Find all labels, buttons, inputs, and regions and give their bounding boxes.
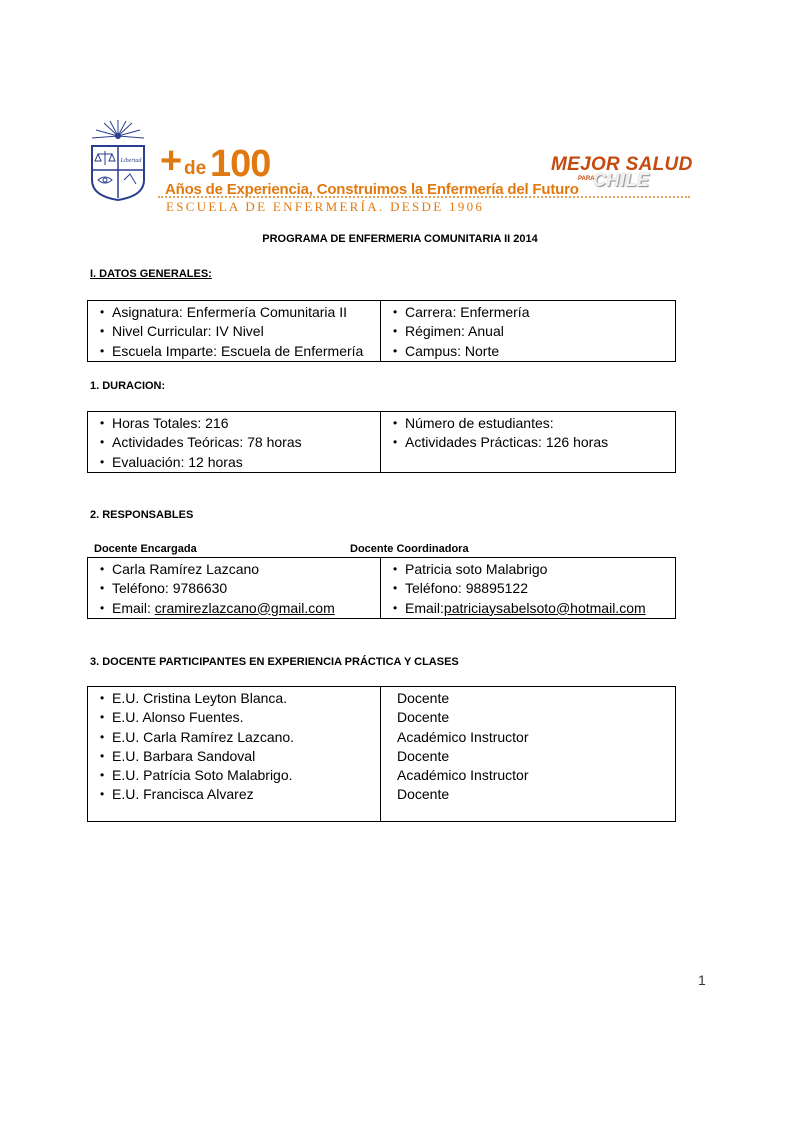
brand-logo-main: MEJOR SALUD [551,154,693,175]
brand-logo-country: CHILE [593,170,650,190]
responsables-left-cell [88,558,381,619]
section-heading-datos-generales: I. DATOS GENERALES: [90,268,212,280]
datos-generales-left-list [88,301,380,361]
list-item: • E.U. Carla Ramírez Lazcano. [100,728,380,747]
list-item: • Carla Ramírez Lazcano [100,560,380,579]
participantes-roles-list [381,687,675,805]
responsables-left-list [88,558,380,618]
list-item [100,599,380,618]
label-docente-coordinadora: Docente Coordinadora [350,543,469,555]
document-title: PROGRAMA DE ENFERMERIA COMUNITARIA II 2014 [262,233,538,245]
list-item: • E.U. Barbara Sandoval [100,747,380,766]
list-item: Docente [397,690,450,706]
list-item: • Teléfono: 9786630 [100,579,380,598]
email-label: Email: [112,599,155,616]
school-tagline: ESCUELA DE ENFERMERÍA. DESDE 1906 [166,199,485,214]
crest-motto: Libertad [120,158,142,164]
list-item: • Evaluación: 12 horas [100,453,380,472]
list-item: Docente [397,786,450,803]
participantes-names-list [88,687,380,805]
list-item: • Actividades Prácticas: 126 horas [393,433,675,452]
list-item: • Régimen: Anual [393,322,675,341]
responsables-right-list [381,558,675,618]
list-item: Académico Instructor [397,767,529,784]
page-number: 1 [698,972,706,988]
datos-generales-left-cell [88,301,381,362]
list-item: • Nivel Curricular: IV Nivel [100,322,380,341]
banner-hundred: 100 [210,143,271,185]
banner-de: de [184,158,207,179]
list-item: • Campus: Norte [393,342,675,361]
list-item: • Número de estudiantes: [393,414,675,433]
email-link-coordinadora[interactable]: patriciaysabelsoto@hotmail.com [443,599,646,616]
brand-logo-para: PARA [578,176,595,182]
list-item: Académico Instructor [397,728,529,745]
university-crest [86,118,150,202]
duracion-right-cell [381,412,676,473]
list-item [393,599,675,618]
banner-tagline: Años de Experiencia, Construimos la Enfermería del Futuro [165,181,579,198]
list-item: • E.U. Cristina Leyton Blanca. [100,689,380,708]
list-item: • E.U. Alonso Fuentes. [100,708,380,727]
crest-icon [86,118,150,202]
responsables-right-cell [381,558,676,619]
section-heading-duracion: 1. DURACION: [90,380,166,392]
list-item: • Carrera: Enfermería [393,303,675,322]
list-item: • E.U. Patrícia Soto Malabrigo. [100,766,380,785]
participantes-names-cell [88,687,381,822]
list-item: • Horas Totales: 216 [100,414,380,433]
list-item: Docente [397,747,450,764]
duracion-table [87,411,676,473]
section-heading-responsables: 2. RESPONSABLES [90,509,194,521]
responsables-table [87,557,676,619]
list-item: • Patricia soto Malabrigo [393,560,675,579]
datos-generales-right-cell [381,301,676,362]
banner-plus: + [160,140,183,182]
list-item: • Teléfono: 98895122 [393,579,675,598]
duracion-right-list [381,412,675,453]
duracion-left-list [88,412,380,472]
participantes-roles-cell [381,687,676,822]
list-item: • Actividades Teóricas: 78 horas [100,433,380,452]
participantes-table [87,686,676,822]
datos-generales-right-list [381,301,675,361]
duracion-left-cell [88,412,381,473]
label-docente-encargada: Docente Encargada [94,543,197,555]
section-heading-participantes: 3. DOCENTE PARTICIPANTES EN EXPERIENCIA PRÁCTICA Y CLASES [90,656,459,668]
list-item: • E.U. Francisca Alvarez [100,785,380,804]
banner-divider [158,196,690,198]
email-link-encargada[interactable]: cramirezlazcano@gmail.com [154,599,335,616]
list-item: • Asignatura: Enfermería Comunitaria II [100,303,380,322]
list-item: • Escuela Imparte: Escuela de Enfermería [100,342,380,361]
list-item: Docente [397,709,450,726]
email-label: Email: [405,599,444,616]
datos-generales-table [87,300,676,362]
